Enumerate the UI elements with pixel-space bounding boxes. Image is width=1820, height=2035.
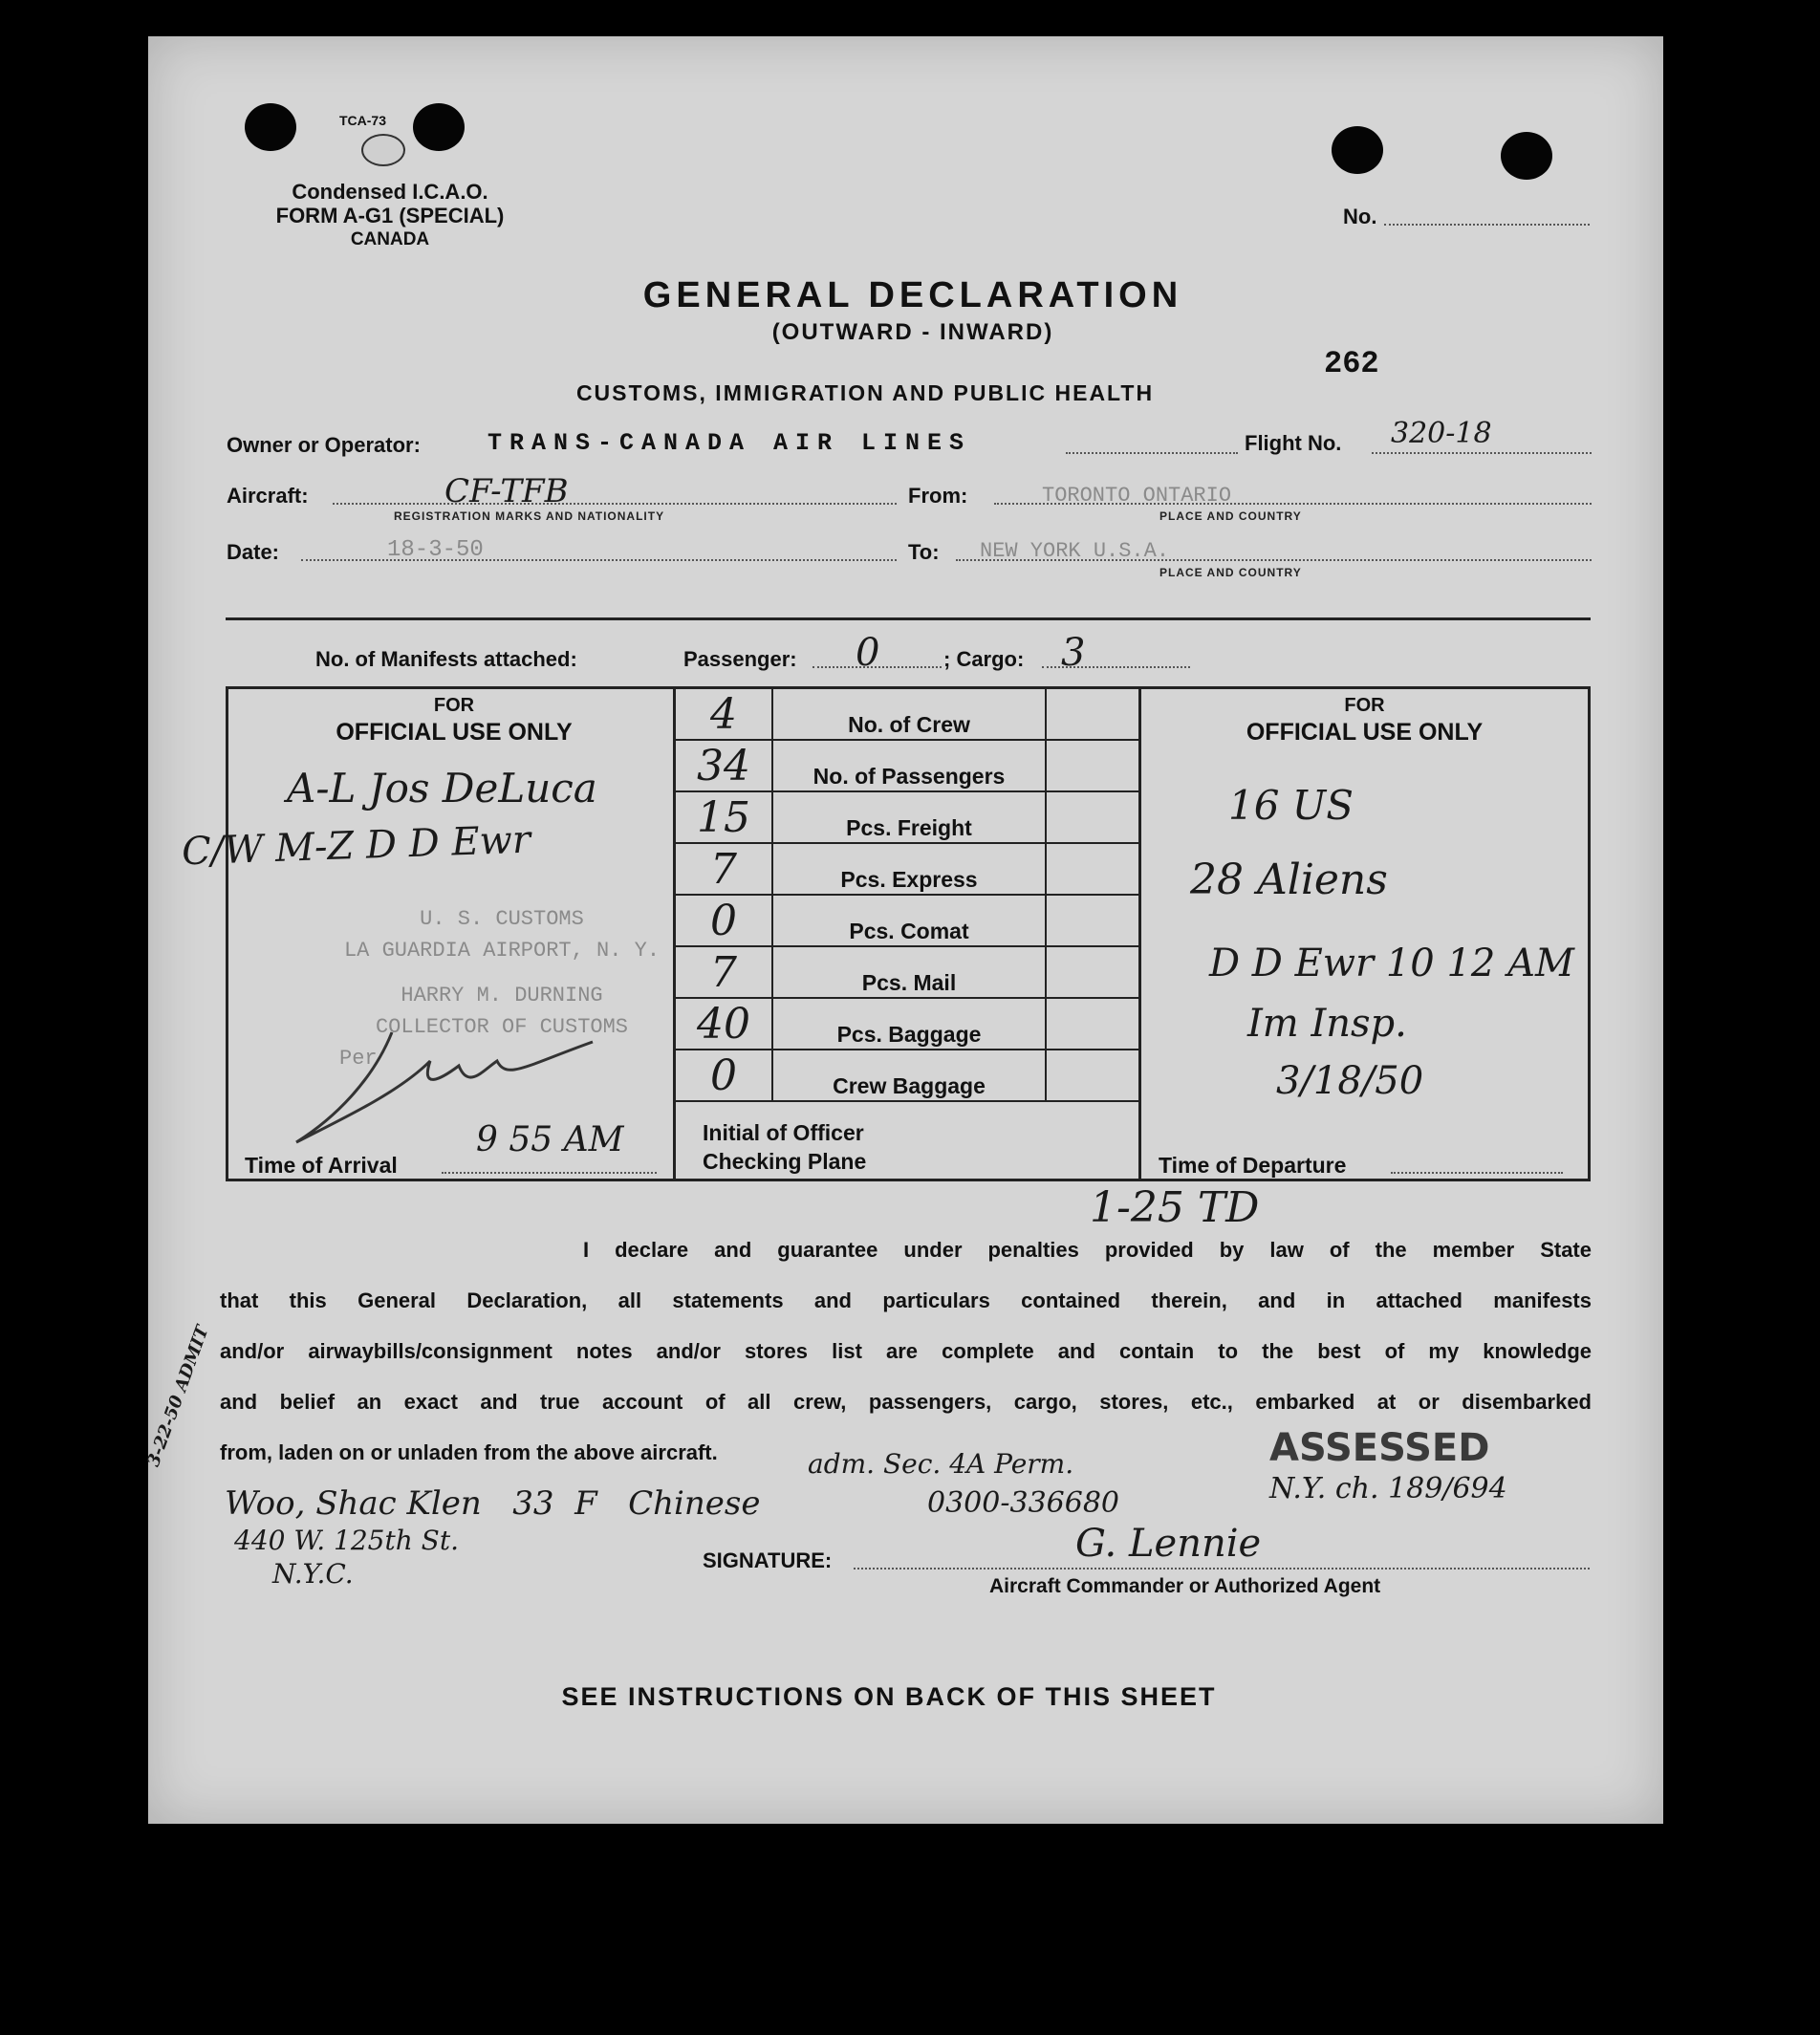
table-row-line xyxy=(676,945,1138,947)
row-label-freight: Pcs. Freight xyxy=(846,815,972,840)
punch-hole xyxy=(1501,132,1552,180)
from-value: TORONTO ONTARIO xyxy=(1042,484,1232,508)
punch-hole xyxy=(245,103,296,151)
form-header xyxy=(218,180,562,251)
form-number-label: No. xyxy=(1343,205,1377,228)
row-label-mail: Pcs. Mail xyxy=(861,970,957,995)
margin-stamp: 3-22-50 ADMIT xyxy=(143,1323,213,1470)
address-line-2: N.Y.C. xyxy=(272,1558,354,1590)
right-note-4: Im Insp. xyxy=(1247,1002,1407,1046)
owner-line xyxy=(1066,452,1238,454)
declaration-line-3: and/or airwaybills/consignment notes and/or stores list are complete and contain to the best of my knowledge xyxy=(220,1339,1592,1363)
signature-line xyxy=(854,1568,1590,1570)
airline-logo-icon xyxy=(361,134,405,166)
form-number-line xyxy=(1384,224,1590,226)
declaration-line-5: from, laden on or unladen from the above aircraft. xyxy=(220,1440,718,1464)
declaration-line-1: I declare and guarantee under penalties provided by law of the member State xyxy=(583,1238,1592,1262)
departure-line xyxy=(1391,1172,1563,1174)
punch-hole xyxy=(1332,126,1383,174)
declaration-line-2: that this General Declaration, all statements and particulars contained therein, and in attached manifests xyxy=(220,1288,1592,1312)
aircraft-line xyxy=(333,503,897,505)
aircraft-label: Aircraft: xyxy=(227,484,309,508)
initial-officer-line2: Checking Plane xyxy=(703,1149,867,1174)
row-value-mail: 7 xyxy=(710,948,737,997)
passenger-manifest-value: 0 xyxy=(856,631,880,675)
row-value-comat: 0 xyxy=(710,897,737,945)
agencies-line: CUSTOMS, IMMIGRATION AND PUBLIC HEALTH xyxy=(575,380,1155,405)
adm-note: adm. Sec. 4A Perm. xyxy=(808,1448,1074,1480)
right-header-official: OFFICIAL USE ONLY xyxy=(1246,719,1484,746)
divider xyxy=(226,617,1591,620)
row-label-baggage: Pcs. Baggage xyxy=(836,1022,982,1047)
flight-line xyxy=(1372,452,1592,454)
passenger-number: 0300-336680 xyxy=(927,1486,1120,1520)
address-line-1: 440 W. 125th St. xyxy=(234,1525,459,1556)
table-row-line xyxy=(676,997,1138,999)
row-label-passengers: No. of Passengers xyxy=(812,764,1006,789)
cargo-manifest-value: 3 xyxy=(1061,631,1086,675)
left-note-1: A-L Jos DeLuca xyxy=(287,765,597,812)
left-official-header xyxy=(277,692,631,746)
manifests-label: No. of Manifests attached: xyxy=(315,647,577,671)
table-row-line xyxy=(676,1049,1138,1050)
punch-hole xyxy=(413,103,465,151)
page-subtitle: (OUTWARD - INWARD) xyxy=(771,319,1054,345)
below-table-note: 1-25 TD xyxy=(1090,1183,1260,1232)
stamp-line-1: U. S. CUSTOMS xyxy=(420,907,584,931)
flight-value: 320-18 xyxy=(1391,417,1492,450)
row-label-express: Pcs. Express xyxy=(840,867,978,892)
cargo-manifest-label: ; Cargo: xyxy=(943,647,1025,671)
table-divider-right xyxy=(1138,686,1141,1181)
right-note-5: 3/18/50 xyxy=(1276,1059,1424,1103)
left-header-official: OFFICIAL USE ONLY xyxy=(336,719,573,746)
aircraft-caption: REGISTRATION MARKS AND NATIONALITY xyxy=(394,509,665,523)
row-value-passengers: 34 xyxy=(697,742,750,790)
row-value-express: 7 xyxy=(710,845,737,894)
departure-label: Time of Departure xyxy=(1159,1153,1347,1178)
signature-label: SIGNATURE: xyxy=(703,1548,833,1572)
table-row-line xyxy=(676,842,1138,844)
date-value: 18-3-50 xyxy=(387,537,484,563)
table-row-line xyxy=(676,894,1138,896)
table-row-line xyxy=(676,739,1138,741)
stamp-number: 262 xyxy=(1324,346,1379,381)
date-label: Date: xyxy=(227,540,280,564)
aircraft-value: CF-TFB xyxy=(444,472,569,510)
row-value-freight: 15 xyxy=(697,793,750,842)
stamp-line-2: LA GUARDIA AIRPORT, N. Y. xyxy=(343,939,661,963)
assessed-stamp: ASSESSED xyxy=(1269,1426,1490,1470)
to-caption: PLACE AND COUNTRY xyxy=(1159,566,1302,579)
right-official-header xyxy=(1185,692,1544,746)
form-code: TCA-73 xyxy=(339,113,387,128)
right-note-1: 16 US xyxy=(1228,782,1354,829)
stamp-line-4: COLLECTOR OF CUSTOMS xyxy=(375,1015,629,1039)
form-condensed: Condensed I.C.A.O. xyxy=(292,180,488,204)
ny-ch-note: N.Y. ch. 189/694 xyxy=(1269,1472,1507,1505)
from-caption: PLACE AND COUNTRY xyxy=(1159,509,1302,523)
row-value-crew-baggage: 0 xyxy=(710,1051,737,1100)
row-label-crew: No. of Crew xyxy=(848,712,970,737)
declaration-line-4: and belief an exact and true account of all crew, passengers, cargo, stores, etc., embarked at or disembarked xyxy=(220,1390,1592,1414)
stamp-line-5: Per xyxy=(339,1047,378,1071)
arrival-label: Time of Arrival xyxy=(245,1153,398,1178)
row-value-crew: 4 xyxy=(710,690,737,739)
table-row-line xyxy=(676,790,1138,792)
form-name: FORM A-G1 (SPECIAL) xyxy=(275,204,505,227)
footer-instructions: SEE INSTRUCTIONS ON BACK OF THIS SHEET xyxy=(561,1682,1217,1711)
stamp-line-3: HARRY M. DURNING xyxy=(401,984,603,1007)
flight-label: Flight No. xyxy=(1245,431,1342,455)
signature-caption: Aircraft Commander or Authorized Agent xyxy=(989,1575,1381,1597)
passenger-manifest-label: Passenger: xyxy=(683,647,797,671)
initial-officer-label xyxy=(703,1118,866,1176)
arrival-line xyxy=(442,1172,657,1174)
owner-value: TRANS-CANADA AIR LINES xyxy=(488,429,972,457)
form-country: CANADA xyxy=(350,229,430,249)
right-note-3: D D Ewr 10 12 AM xyxy=(1209,942,1574,985)
table-row-line xyxy=(676,1100,1138,1102)
arrival-value: 9 55 AM xyxy=(476,1120,624,1159)
passenger-line: Woo, Shac Klen 33 F Chinese xyxy=(225,1484,761,1523)
left-header-for: FOR xyxy=(433,695,475,716)
from-label: From: xyxy=(908,484,968,508)
to-value: NEW YORK U.S.A. xyxy=(980,539,1170,563)
left-note-2: C/W M-Z D D Ewr xyxy=(181,817,531,875)
right-header-for: FOR xyxy=(1344,695,1385,716)
initial-officer-line1: Initial of Officer xyxy=(703,1120,864,1145)
to-label: To: xyxy=(908,540,940,564)
page-title: GENERAL DECLARATION xyxy=(642,275,1183,315)
row-label-comat: Pcs. Comat xyxy=(849,919,969,943)
row-value-baggage: 40 xyxy=(697,1000,750,1049)
row-label-crew-baggage: Crew Baggage xyxy=(833,1073,986,1098)
right-note-2: 28 Aliens xyxy=(1190,855,1388,904)
signature-value: G. Lennie xyxy=(1075,1522,1262,1566)
owner-label: Owner or Operator: xyxy=(227,433,421,457)
